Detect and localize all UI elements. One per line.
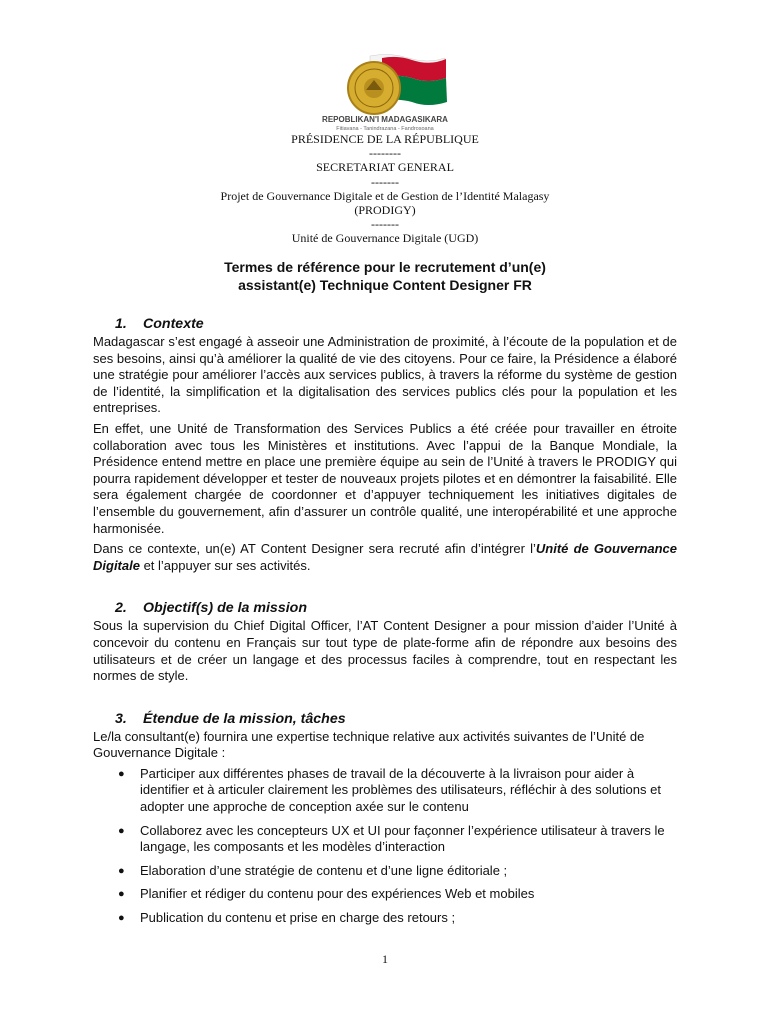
bullet-icon: ● — [118, 888, 125, 901]
bullet-icon: ● — [118, 824, 125, 837]
list-item: ● Participer aux différentes phases de travail de la découverte à la livraison pour aider à identifier et à articuler clairement les problèmes des utilisateurs, réfléchir à des solutions et adopter une approche de conception axée sur le contenu — [118, 765, 661, 815]
document-title — [0, 258, 770, 294]
paragraph: Madagascar s’est engagé à asseoir une Administration de proximité, à l’écoute de la population et de ses besoins, ainsi qu’à améliorer la qualité de vie des citoyens. Pour ce faire, la Présidence a élaboré une stratégie pour améliorer l’accès aux services publics, à travers la réforme du système de gestion de l’identité, la simplification et la digitalisation des services publics clés pour la population et les entreprises. — [93, 334, 677, 416]
document-header — [0, 50, 770, 246]
paragraph: Le/la consultant(e) fournira une expertise technique relative aux activités suivantes de l’Unité de Gouvernance Digitale : — [93, 728, 645, 761]
prodigy-line: (PRODIGY) — [354, 203, 416, 218]
separator: ------- — [371, 217, 399, 232]
bullet-icon: ● — [118, 767, 125, 780]
unit-name-emphasis: Unité de Gouvernance Digitale — [93, 541, 677, 573]
bullet-icon: ● — [118, 912, 125, 925]
separator: -------- — [369, 146, 401, 161]
title-line-1: Termes de référence pour le recrutement d’un(e) — [224, 259, 546, 275]
project-line: Projet de Gouvernance Digitale et de Gestion de l’Identité Malagasy — [220, 188, 550, 203]
list-item: ● Planifier et rédiger du contenu pour des expériences Web et mobiles — [118, 886, 535, 902]
section-number: 2. — [115, 600, 127, 617]
document-body — [93, 314, 677, 934]
list-item: ● Collaborez avec les concepteurs UX et UI pour façonner l’expérience utilisateur à travers le langage, les composants et les modèles d’interaction — [118, 822, 665, 855]
republic-logo — [300, 50, 470, 132]
bullet-icon: ● — [118, 864, 125, 877]
section-heading-objectifs — [93, 598, 677, 618]
section-heading-etendue — [93, 709, 677, 729]
presidence-line: PRÉSIDENCE DE LA RÉPUBLIQUE — [291, 132, 479, 146]
secretariat-line: SECRETARIAT GENERAL — [316, 160, 454, 175]
section-title: Étendue de la mission, tâches — [143, 710, 346, 727]
list-item: ● Publication du contenu et prise en charge des retours ; — [118, 910, 456, 926]
section-number: 1. — [115, 316, 127, 332]
svg-text:REPOBLIKAN'I MADAGASIKARA: REPOBLIKAN'I MADAGASIKARA — [322, 115, 448, 124]
section-heading-contexte — [93, 314, 677, 334]
title-line-2: assistant(e) Technique Content Designer FR — [238, 277, 532, 293]
section-title: Contexte — [143, 316, 204, 332]
svg-text:Fitiavana - Tanindrazana - Fan: Fitiavana - Tanindrazana - Fandrosoana — [336, 126, 434, 132]
paragraph: En effet, une Unité de Transformation des Services Publics a été créée pour travailler en étroite collaboration avec tous les Ministères et institutions. Avec l’appui de la Banque Mondiale, la Présidence entend mettre en place une première équipe au sein de l’Unité à travers le PRODIGY qui pourra rapidement développer et tester de nouveaux projets pilotes et en démontrer la faisabilité. Elle sera également chargée de coordonner et d’appuyer techniquement les initiatives digitales de l’ensemble du gouvernement, afin d’assurer un contrôle qualité, une interopérabilité et une approche harmonisée. — [93, 420, 677, 536]
paragraph: Sous la supervision du Chief Digital Officer, l’AT Content Designer a pour mission d’aider l’Unité à concevoir du contenu en Français sur tout type de plate-forme afin de répondre aux besoins des utilisateurs et de créer un langage et des processus faciles à comprendre, tout en respectant les normes de style. — [93, 618, 677, 684]
unit-line: Unité de Gouvernance Digitale (UGD) — [291, 231, 479, 246]
task-list — [93, 766, 677, 927]
paragraph: Dans ce contexte, un(e) AT Content Designer sera recruté afin d’intégrer l’Unité de Gouvernance Digitale et l’appuyer sur ses activités. — [93, 541, 677, 573]
list-item: ● Elaboration d’une stratégie de contenu et d’une ligne éditoriale ; — [118, 862, 508, 878]
section-title: Objectif(s) de la mission — [143, 600, 307, 617]
seal-icon — [348, 62, 400, 114]
page-number: 1 — [382, 952, 388, 966]
separator: ------- — [371, 174, 399, 189]
section-number: 3. — [115, 710, 127, 727]
